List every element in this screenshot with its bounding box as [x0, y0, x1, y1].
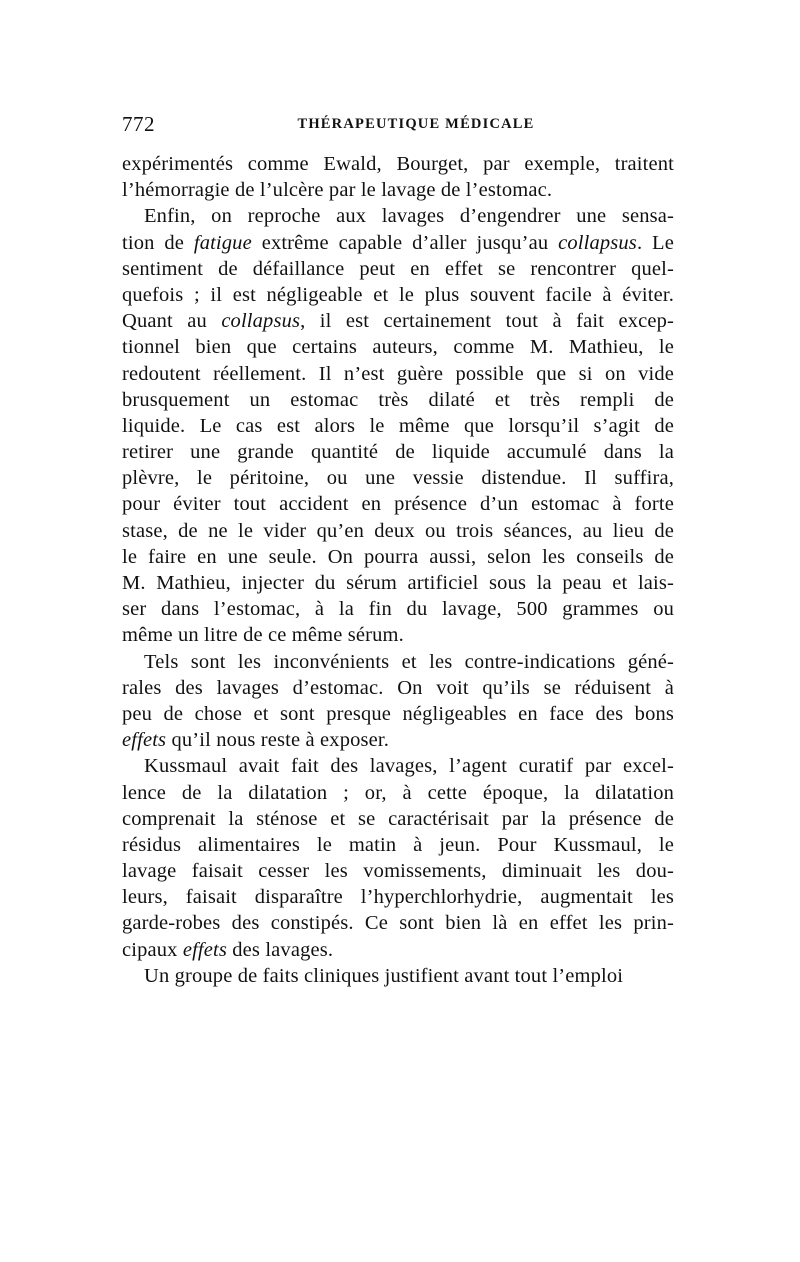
- text-line: effets qu’il nous reste à exposer.: [122, 729, 389, 752]
- text-line: leurs, faisait disparaître l’hyperchlorhydrie, augmentait les: [122, 886, 674, 909]
- text-line: résidus alimentaires le matin à jeun. Pour Kussmaul, le: [122, 833, 674, 856]
- page-number: 772: [122, 112, 155, 136]
- paragraph: [122, 203, 674, 648]
- running-title: THÉRAPEUTIQUE MÉDICALE: [297, 116, 535, 132]
- text-line: expérimentés comme Ewald, Bourget, par exemple, traitent: [122, 153, 674, 175]
- text-line: peu de chose et sont presque négligeables en face des bons: [122, 702, 674, 725]
- text-line: comprenait la sténose et se caractérisait par la présence de: [122, 807, 674, 830]
- text-line: lavage faisait cesser les vomissements, diminuait les dou-: [122, 860, 674, 883]
- paragraph: [122, 151, 674, 203]
- text-line: sentiment de défaillance peut en effet se rencontrer quel-: [122, 257, 674, 280]
- text-line: lence de la dilatation ; or, à cette époque, la dilatation: [122, 781, 674, 804]
- text-line: rales des lavages d’estomac. On voit qu’ils se réduisent à: [122, 676, 674, 699]
- text-line: même un litre de ce même sérum.: [122, 624, 404, 647]
- text-line: l’hémorragie de l’ulcère par le lavage de l’estomac.: [122, 179, 553, 202]
- text-line: garde-robes des constipés. Ce sont bien là en effet les prin-: [122, 912, 674, 935]
- text-line: Tels sont les inconvénients et les contre-indications géné-: [144, 650, 674, 673]
- text-line: stase, de ne le vider qu’en deux ou trois séances, au lieu de: [122, 519, 674, 542]
- text-line: M. Mathieu, injecter du sérum artificiel sous la peau et lais-: [122, 572, 674, 594]
- text-line: plèvre, le péritoine, ou une vessie distendue. Il suffira,: [122, 467, 674, 490]
- text-line: liquide. Le cas est alors le même que lorsqu’il s’agit de: [122, 414, 674, 437]
- text-line: Kussmaul avait fait des lavages, l’agent curatif par excel-: [144, 755, 674, 778]
- text-line: tionnel bien que certains auteurs, comme M. Mathieu, le: [122, 336, 674, 359]
- body-text: [122, 151, 674, 989]
- text-line: cipaux effets des lavages.: [122, 938, 334, 961]
- text-line: pour éviter tout accident en présence d’un estomac à forte: [122, 493, 674, 516]
- text-line: tion de fatigue extrême capable d’aller jusqu’au collapsus. Le: [122, 231, 674, 254]
- text-line: Un groupe de faits cliniques justifient avant tout l’emploi: [144, 964, 624, 987]
- running-head: [122, 112, 680, 140]
- paragraph: [122, 963, 674, 989]
- text-line: le faire en une seule. On pourra aussi, selon les conseils de: [122, 545, 674, 568]
- paragraph: [122, 649, 674, 754]
- text-line: Enfin, on reproche aux lavages d’engendrer une sensa-: [144, 205, 674, 228]
- text-line: quefois ; il est négligeable et le plus souvent facile à éviter.: [122, 283, 674, 306]
- text-line: redoutent réellement. Il n’est guère possible que si on vide: [122, 362, 674, 385]
- text-line: Quant au collapsus, il est certainement tout à fait excep-: [122, 310, 674, 333]
- text-line: retirer une grande quantité de liquide accumulé dans la: [122, 441, 674, 464]
- text-line: ser dans l’estomac, à la fin du lavage, 500 grammes ou: [122, 598, 674, 621]
- paragraph: [122, 753, 674, 963]
- text-line: brusquement un estomac très dilaté et très rempli de: [122, 388, 674, 411]
